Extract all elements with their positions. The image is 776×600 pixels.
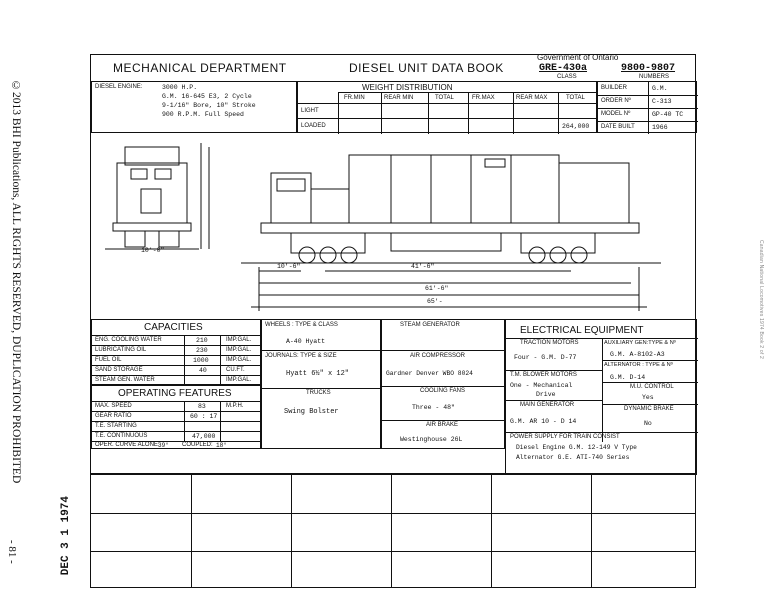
operating-name: GEAR RATIO [95, 413, 132, 419]
dim-centers: 41'-6" [411, 263, 435, 270]
capacities-title: CAPACITIES [144, 322, 203, 333]
engine-label: DIESEL ENGINE: [95, 84, 143, 90]
operating-title: OPERATING FEATURES [118, 388, 232, 399]
capacity-value: 1000 [193, 357, 209, 364]
mu-label: M.U. CONTROL [630, 384, 674, 390]
dim-frame: 61'-6" [425, 285, 449, 292]
power-line: Alternator G.E. ATI-740 Series [516, 454, 630, 461]
electrical-title: ELECTRICAL EQUIPMENT [520, 325, 644, 336]
data-sheet [90, 54, 696, 474]
weight-col: TOTAL [566, 95, 585, 101]
operating-value: 83 [198, 403, 206, 410]
dim-end-width: 10'-0" [141, 247, 165, 254]
side-view-drawing [241, 155, 661, 311]
end-view-drawing [105, 143, 209, 249]
dim-overall: 65'- [427, 298, 443, 305]
coupled-label: COUPLED: [182, 442, 213, 448]
info-value: G.M. [652, 85, 668, 92]
trucks-label: TRUCKS [306, 390, 331, 396]
weight-col: FR.MIN [344, 95, 365, 101]
power-supply-label: POWER SUPPLY FOR TRAIN CONSIST [510, 434, 620, 440]
engine-box [91, 81, 297, 133]
numbers-label: NUMBERS [639, 74, 670, 80]
main-gen-label: MAIN GENERATOR [520, 402, 575, 408]
tm-blower-label: T.M. BLOWER MOTORS [510, 372, 577, 378]
capacity-value: 210 [196, 337, 208, 344]
journals-label: JOURNALS: TYPE & SIZE [265, 353, 337, 359]
capacities-table [91, 319, 261, 385]
traction-label: TRACTION MOTORS [520, 340, 579, 346]
aux-gen-value: G.M. A-8102-A3 [610, 351, 665, 358]
locomotive-drawing [91, 133, 697, 319]
capacity-name: FUEL OIL [95, 357, 122, 363]
tm-blower-value: Drive [536, 391, 556, 398]
air-comp-value: Gardner Denver WBO 8024 [386, 370, 473, 377]
engine-line: 3000 H.P. [162, 84, 198, 91]
curve-coupled: 18° [216, 442, 227, 449]
operating-value: 47,000 [192, 433, 216, 440]
wheels-value: A-40 Hyatt [286, 338, 326, 345]
steam-air-box [381, 319, 505, 449]
capacity-name: ENG. COOLING WATER [95, 337, 162, 343]
page-number: - 81 - [6, 540, 18, 564]
curve-alone: 39° [158, 442, 169, 449]
weight-row-loaded: LOADED [301, 123, 326, 129]
capacity-name: SAND STORAGE [95, 367, 143, 373]
tm-blower-value: One - Mechanical [510, 382, 573, 389]
air-comp-label: AIR COMPRESSOR [410, 353, 466, 359]
mech-dept-title: MECHANICAL DEPARTMENT [113, 61, 287, 75]
date-stamp: DEC 3 1 1974 [60, 496, 72, 576]
capacity-value: 230 [196, 347, 208, 354]
air-brake-value: Westinghouse 26L [400, 436, 463, 443]
alternator-label: ALTERNATOR : TYPE & Nº [604, 362, 673, 368]
weight-table [297, 81, 597, 133]
info-value: 1966 [652, 124, 668, 131]
weight-col: FR.MAX [472, 95, 495, 101]
steam-label: STEAM GENERATOR [400, 322, 460, 328]
power-line: Diesel Engine G.M. 12-149 V Type [516, 444, 637, 451]
electrical-table [505, 319, 697, 475]
operating-name: T.E. STARTING [95, 423, 137, 429]
dim-truck: 10'-6" [277, 263, 301, 270]
mu-value: Yes [642, 394, 654, 401]
trucks-value: Swing Bolster [284, 408, 339, 416]
info-label: BUILDER [601, 85, 628, 91]
main-gen-value: G.M. AR 10 - D 14 [510, 418, 577, 425]
unit-numbers: 9800-9807 [621, 63, 676, 74]
wheels-box [261, 319, 381, 449]
weight-col: REAR MIN [384, 95, 414, 101]
capacity-unit: CU.FT. [226, 367, 245, 373]
operating-value: 60 : 17 [190, 413, 218, 420]
capacity-unit: IMP.GAL. [226, 357, 252, 363]
aux-gen-label: AUXILIARY GEN:TYPE & Nº [604, 340, 676, 346]
operating-name: T.E. CONTINUOUS [95, 433, 148, 439]
operating-name: MAX. SPEED [95, 403, 132, 409]
copyright-notice: ©2013 BHI Publications, ALL RIGHTS RESERVED, DUPLICATION PROHIBITED [10, 80, 22, 484]
curve-label: OPER. CURVE ALONE: [95, 442, 160, 448]
air-brake-label: AIR BRAKE [426, 422, 459, 428]
info-label: DATE BUILT [601, 124, 635, 130]
book-title: DIESEL UNIT DATA BOOK [349, 61, 504, 75]
journals-value: Hyatt 6½" x 12" [286, 370, 350, 378]
dyn-brake-label: DYNAMIC BRAKE [624, 406, 674, 412]
weight-title: WEIGHT DISTRIBUTION [362, 83, 453, 92]
engine-line: 9-1/16" Bore, 10" Stroke [162, 102, 256, 109]
dyn-brake-value: No [644, 420, 652, 427]
capacity-unit: IMP.GAL. [226, 347, 252, 353]
operating-table [91, 385, 261, 449]
capacity-name: STEAM GEN. WATER [95, 377, 155, 383]
info-label: ORDER Nº [601, 98, 631, 104]
capacity-unit: IMP.GAL. [226, 337, 252, 343]
info-value: GP-40 TC [652, 111, 684, 118]
operating-unit: M.P.H. [226, 403, 244, 409]
info-label: MODEL Nº [601, 111, 631, 117]
traction-value: Four - G.M. D-77 [514, 354, 577, 361]
capacity-name: LUBRICATING OIL [95, 347, 147, 353]
loaded-total: 264,000 [562, 123, 590, 130]
weight-col: REAR MAX [516, 95, 548, 101]
engine-line: G.M. 16-645 E3, 2 Cycle [162, 93, 252, 100]
info-value: C-313 [652, 98, 672, 105]
govt-label: Government of Ontario [537, 53, 619, 62]
engine-line: 900 R.P.M. Full Speed [162, 111, 244, 118]
weight-col: TOTAL [435, 95, 454, 101]
weight-row-light: LIGHT [301, 108, 319, 114]
class-code: GRE-430a [539, 63, 588, 74]
cooling-label: COOLING FANS [420, 388, 466, 394]
notes-grid [90, 474, 696, 588]
side-tag: Canadian National Locomotives 1974 Book 2 of 2 [758, 240, 764, 359]
alternator-value: G.M. D-14 [610, 374, 646, 381]
wheels-label: WHEELS : TYPE & CLASS [265, 322, 338, 328]
cooling-value: Three - 48" [412, 404, 455, 411]
class-label: CLASS [557, 74, 577, 80]
info-table [597, 81, 697, 133]
capacity-unit: IMP.GAL. [226, 377, 252, 383]
capacity-value: 40 [199, 367, 207, 374]
